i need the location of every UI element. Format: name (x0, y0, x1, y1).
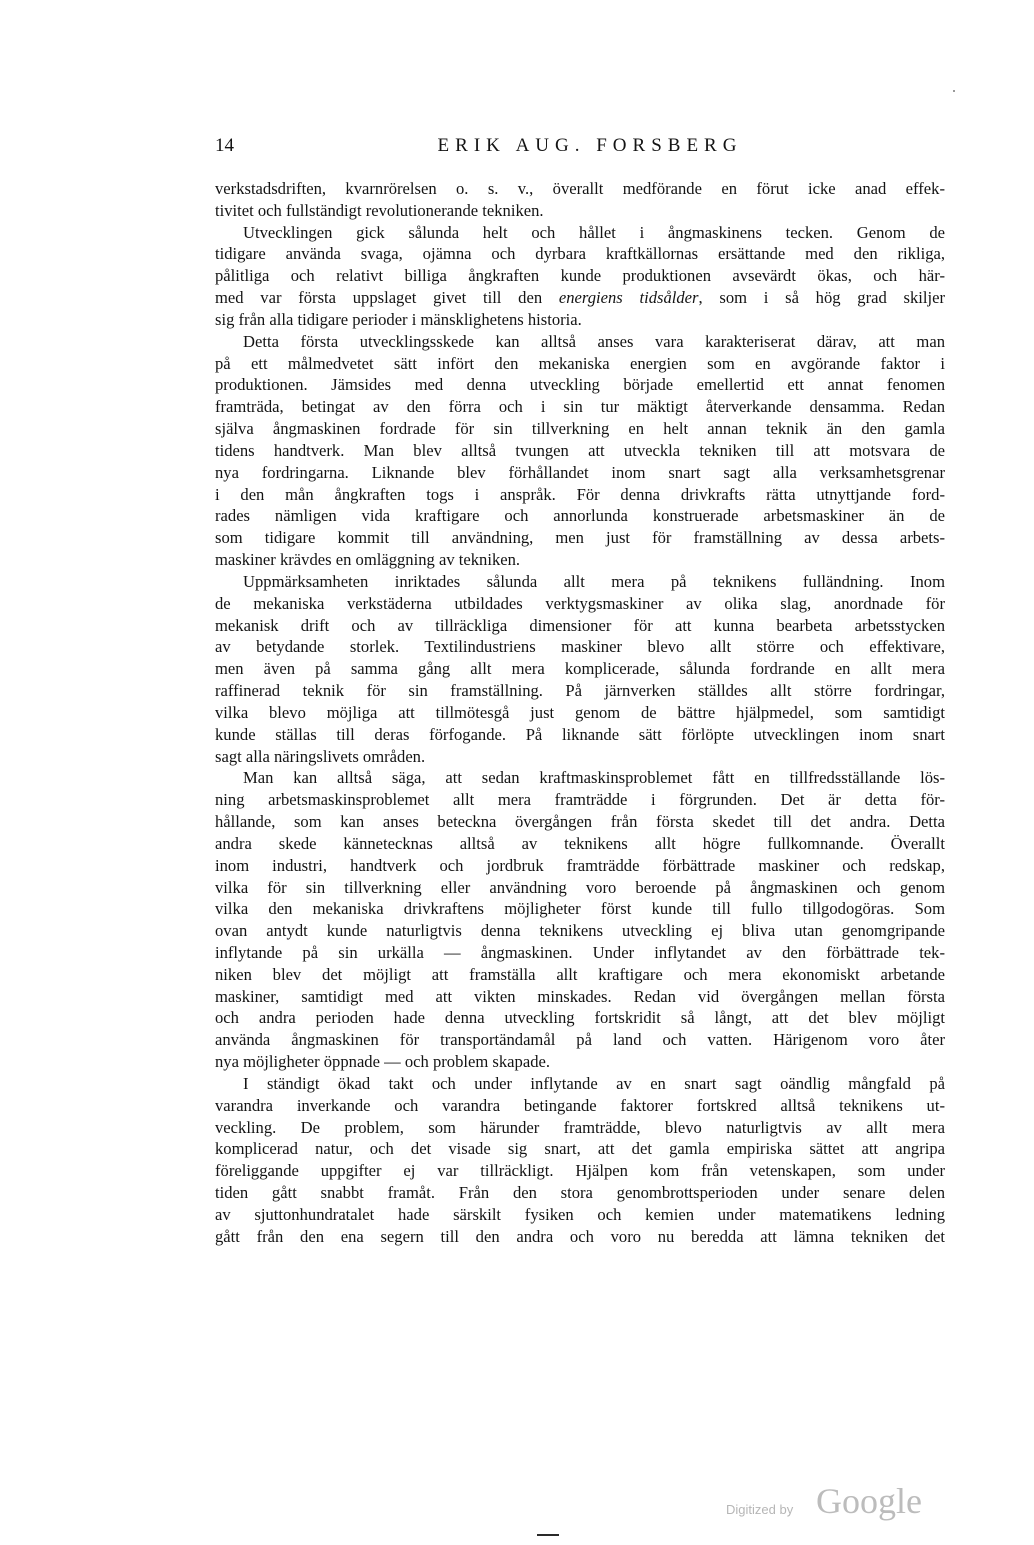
watermark-google-logo: Google (816, 1481, 922, 1521)
text-line: maskiner, samtidigt med att vikten minskades. Redan vid övergången mellan första (215, 986, 945, 1006)
text-line: sagt alla näringslivets områden. (215, 746, 426, 766)
text-line: inflytande på sin urkälla — ångmaskinen. Under inflytandet av den förbättrade tek- (215, 942, 945, 962)
text-line: tidens handtverk. Man blev alltså tvungen att utveckla tekniken till att motsvara de (215, 440, 945, 460)
text-line: av sjuttonhundratalet hade särskilt fysiken och kemien under matematikens ledning (215, 1204, 945, 1224)
scan-speck (953, 90, 955, 92)
text-line: komplicerad natur, och det visade sig snart, att det gamla empiriska sättet att angripa (215, 1139, 945, 1159)
watermark-digitized-by: Digitized by (726, 1502, 794, 1517)
text-line: tivitet och fullständigt revolutionerande tekniken. (215, 200, 544, 220)
text-line: tiden gått snabbt framåt. Från den stora genombrottsperioden under senare delen (215, 1183, 945, 1203)
text-line: produktionen. Jämsides med denna utveckling började emellertid ett annat fenomen (215, 375, 945, 395)
text-line: I ständigt ökad takt och under inflytande av en snart sagt oändlig mångfald på (243, 1073, 945, 1093)
text-line: hållande, som kan anses beteckna övergången från första skedet till det andra. Detta (215, 812, 945, 832)
italic-phrase: energiens tidsålder (558, 288, 699, 308)
text-line: Utvecklingen gick sålunda helt och hållet i ångmaskinens tecken. Genom de (243, 222, 945, 242)
text-line: rades nämligen vida kraftigare och annorlunda konstruerade arbetsmaskiner än de (215, 506, 945, 526)
text-line: Detta första utvecklingsskede kan alltså anses vara karakteriserat därav, att man (243, 331, 945, 351)
running-head (215, 133, 945, 163)
text-line: andra skede kännetecknas alltså av teknikens allt högre fullkomnande. Överallt (215, 833, 945, 853)
text-line: inom industri, handtverk och jordbruk framträdde förbättrade maskiner och redskap, (215, 855, 945, 875)
text-line: vilka blevo möjliga att tillmötesgå just genom de bättre hjälpmedel, som samtidigt (215, 702, 945, 722)
text-line: pålitliga och relativt billiga ångkraften kunde produktionen avsevärdt ökas, och här- (215, 266, 945, 286)
text-line (215, 287, 945, 309)
text-line: sig från alla tidigare perioder i mänsklighetens historia. (215, 309, 582, 329)
text-line: tidigare använda svaga, ojämna och dyrbara kraftkällornas ersättande med den rikliga, (215, 244, 945, 264)
text-segment: med var första uppslaget givet till den (215, 288, 559, 308)
text-line: niken blev det möjligt att framställa allt kraftigare och mera ekonomiskt arbetande (215, 964, 945, 984)
text-line: de mekaniska verkstäderna utbildades verktygsmaskiner av olika slag, anordnade för (215, 593, 945, 613)
text-line: nya fordringarna. Liknande blev förhållandet inom snart sagt alla verksamhetsgrenar (215, 462, 945, 482)
text-line: verkstadsdriften, kvarnrörelsen o. s. v., överallt medförande en förut icke anad effek- (215, 179, 945, 198)
text-line: ning arbetsmaskinsproblemet allt mera framträdde i förgrunden. Det är detta för- (215, 790, 945, 810)
text-line: själva ångmaskinen fordrade för sin tillverkning en helt annan teknik än den gamla (215, 419, 945, 439)
text-line: framträda, betingat av den förra och i sin tur mäktigt återverkande densamma. Redan (215, 397, 945, 417)
text-line: på ett målmedvetet sätt infört den mekaniska energien som en avgörande faktor i (215, 353, 945, 373)
text-line: veckling. De problem, som härunder framträdde, blevo naturligtvis av allt mera (215, 1117, 945, 1137)
text-line: maskiner krävdes en omläggning av tekniken. (215, 550, 521, 570)
text-line: Man kan alltså säga, att sedan kraftmaskinsproblemet fått en tillfredsställande lös- (243, 768, 945, 788)
text-line: föreliggande uppgifter ej var tillräckligt. Hjälpen kom från vetenskapen, som under (215, 1161, 945, 1181)
text-line: vilka den mekaniska drivkraftens möjligheter först kunde till fullo tillgodogöras. Som (215, 899, 945, 919)
text-line: Uppmärksamheten inriktades sålunda allt mera på teknikens fulländning. Inom (243, 571, 945, 591)
text-line: ovan antydt kunde naturligtvis denna teknikens utveckling ej bliva utan genomgripande (215, 921, 945, 941)
text-line: i den mån ångkraften togs i anspråk. För denna drivkrafts rätta utnyttjande ford- (215, 484, 945, 504)
text-line: nya möjligheter öppnade — och problem skapade. (215, 1052, 551, 1072)
text-line: mekanisk drift och av tillräckliga dimensioner för att kunna bearbeta arbetsstycken (215, 615, 945, 635)
text-line: och andra perioden hade denna utveckling fortskridit så långt, att det blev möjligt (215, 1008, 945, 1028)
text-line: som tidigare kommit till användning, men just för framställning av dessa arbets- (215, 528, 945, 548)
bottom-rule (537, 1534, 559, 1536)
text-line: kunde ställas till deras förfogande. På liknande sätt förlöpte utvecklingen inom snart (215, 724, 945, 744)
text-line: av betydande storlek. Textilindustriens maskiner blevo allt större och effektivare, (215, 637, 945, 657)
text-line: använda ångmaskinen för transportändamål på land och vatten. Härigenom voro åter (215, 1030, 945, 1050)
digitized-watermark (726, 1480, 966, 1524)
text-line: men även på samma gång allt mera komplicerade, sålunda fordrande en allt mera (215, 659, 945, 679)
text-line: raffinerad teknik för sin framställning. På järnverken ställdes allt större fordringar, (215, 681, 945, 701)
page-number: 14 (215, 135, 234, 156)
text-line: gått från den ena segern till den andra och voro nu beredda att lämna tekniken det (215, 1226, 945, 1246)
running-title: ERIK AUG. FORSBERG (437, 135, 743, 156)
text-line: vilka för sin tillverkning eller användning voro beroende på ångmaskinen och genom (215, 877, 945, 897)
text-line: varandra inverkande och varandra betingande faktorer fortskred alltså teknikens ut- (215, 1095, 945, 1115)
body-text (215, 178, 945, 1248)
text-segment: , som i så hög grad skiljer (698, 288, 945, 308)
